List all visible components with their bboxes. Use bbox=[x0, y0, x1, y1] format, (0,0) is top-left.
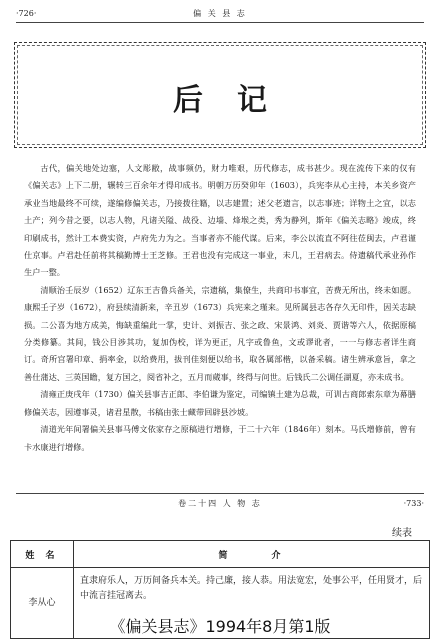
footer-page-number: ·733· bbox=[403, 499, 424, 508]
paragraph: 清道光年间署偏关县事马傅文依家存之原稿进行增修，于二十六年（1846年）刻本。马氏增修前，曾有卡水康进行增修。 bbox=[24, 424, 416, 452]
continued-label: 续表 bbox=[392, 528, 412, 539]
paragraph: 清顺治壬辰岁（1652）辽东王吉鲁兵备关，宗遗稿，集僚生，共商印书事宜，苦费无所出，终未如愿。康熙壬子岁（1672），府县续清新来，辛丑岁（1673）兵宪来之瑾来。见所属县志各存久无印件，因关志缺损。二公喜为地方成美，悔缺重编此一掌，史计、刘振吉、张之政、宋景鸿、刘炎、贾谐等六人，依据原稿分类修纂。其间，钱公目涉其功，复加伪校，详为更正，凡字或鲁鱼，文或谬讹者，一一与修志者详生商订。奇所宫署印章、捐率金，以给费用，拔刊佳刻便以给书，取各属部楷，以备采稿。诸生辨承意旨，拿之善仕蒲达、三英国瞻，复方国之，阅省补之，五月而蒇事，终得与问世。后钱氏二公调任湖夏，亦未成书。 bbox=[24, 284, 416, 382]
running-header bbox=[16, 8, 424, 19]
image-caption: 《偏关县志》1994年8月第1版 bbox=[109, 617, 331, 636]
title-frame bbox=[14, 42, 426, 148]
person-name: 李从心 bbox=[11, 568, 74, 639]
paragraph: 清雍正庚戌年（1730）偏关县事吉正郎、李伯谦为鉴定，司编镇土建为总裁，可训古商郎索东章为幕膳修偏关志，因遵事灵，诸君星散，书稿由张士藏带回辟县沙坡。 bbox=[24, 389, 416, 417]
afterword-body bbox=[24, 160, 416, 456]
section-title: 卷二十四 人 物 志 bbox=[178, 499, 262, 508]
column-header-bio-1: 简 bbox=[74, 541, 252, 568]
person-bio: 直隶府乐人，万历间备兵本关。持己廉，接人恭。用法宽宏，处事公平，任用贤才，后中流言挂冠离去。 bbox=[74, 568, 430, 639]
footer-rule bbox=[16, 493, 424, 494]
next-page-header bbox=[16, 498, 424, 509]
header-page-number: ·726· bbox=[16, 9, 37, 18]
chapter-title: 后记 bbox=[173, 83, 301, 118]
column-header-name: 姓 名 bbox=[11, 541, 74, 568]
column-header-bio-2: 介 bbox=[251, 541, 429, 568]
header-book-title: 偏 关 县 志 bbox=[193, 9, 247, 18]
header-rule bbox=[16, 22, 424, 23]
table-header-row bbox=[11, 541, 430, 568]
paragraph: 古代，偏关地处边塞，人文彫敝，战事频仍，财力唯艰，历代修志，成书甚少。现在流传下来的仅有《偏关志》上下二册，辗转三百余年才得印成书。明朝万历癸卯年（1603），兵宪李从心主持，本关乡资产承业当地最终不可续，遂编修偏关志，乃接拨往籍，以志建置；述父老遗言，以志事迹；详物土之宜，以志土产；列今昔之要，以志人物，凡诸关隘、战役、边墙、烽堠之类，秀为静列，斯年《偏关志略》竣成，终印刷成书，然计工本费实资，卢府先力为之。当事者亦不能代谋。后来，李公以流直不阿往莅闽去，卢君谨仕京事。卢君赴任前将其稿勤博士王芝修。王君也没有完成这一事业，未几，王君病去。侍遗稿代承业孙作生户一整。 bbox=[24, 163, 416, 278]
